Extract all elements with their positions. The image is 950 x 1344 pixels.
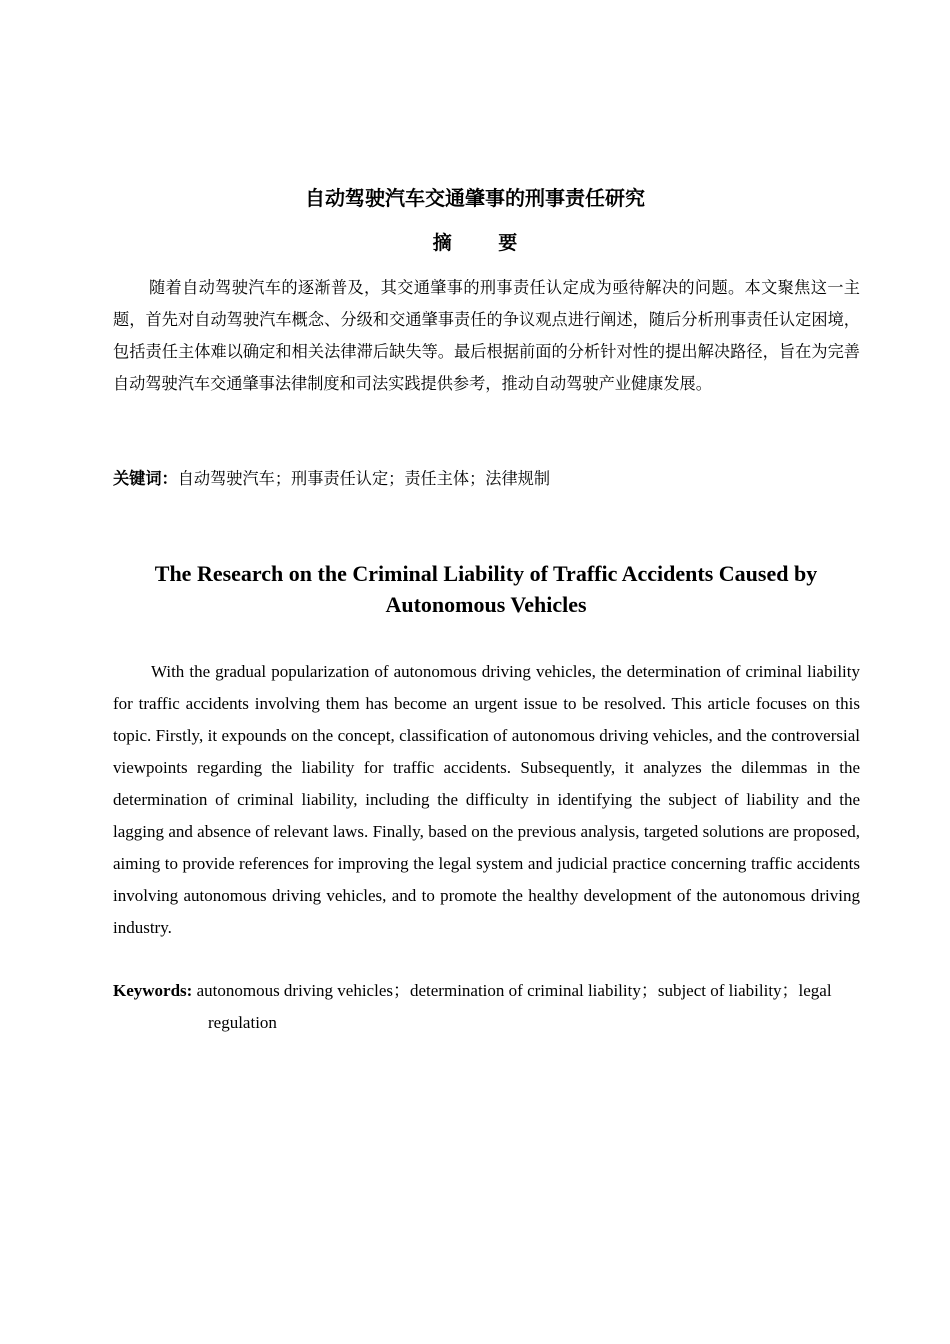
chinese-keywords-label: 关键词： [113,469,178,488]
chinese-keywords [113,464,873,494]
chinese-abstract-heading: 摘 要 [432,232,538,254]
english-keywords-text: autonomous driving vehicles；determination of criminal liability；subject of liability；legal regulation [196,981,832,1032]
english-keywords [113,975,878,1039]
english-keywords-label: Keywords: [113,981,193,1000]
english-title: The Research on the Criminal Liability of Traffic Accidents Caused by Autonomous Vehicles [154,561,818,617]
chinese-keywords-text: 自动驾驶汽车；刑事责任认定；责任主体；法律规制 [177,469,551,488]
chinese-abstract-body: 随着自动驾驶汽车的逐渐普及，其交通肇事的刑事责任认定成为亟待解决的问题。本文聚焦这一主题，首先对自动驾驶汽车概念、分级和交通肇事责任的争议观点进行阐述，随后分析刑事责任认定困境，包括责任主体难以确定和相关法律滞后缺失等。最后根据前面的分析针对性的提出解决路径，旨在为完善自动驾驶汽车交通肇事法律制度和司法实践提供参考，推动自动驾驶产业健康发展。 [113,278,860,393]
english-abstract-body: With the gradual popularization of autonomous driving vehicles, the determination of criminal liability for traffic accidents involving them has become an urgent issue to be resolved. This article focuses on this topic. Firstly, it expounds on the concept, classification of autonomous driving vehicles, and the controversial viewpoints regarding the liability for traffic accidents. Subsequently, it analyzes the dilemmas in the determination of criminal liability, including the difficulty in identifying the subject of liability and the lagging and absence of relevant laws. Finally, based on the previous analysis, targeted solutions are proposed, aiming to provide references for improving the legal system and judicial practice concerning traffic accidents involving autonomous driving vehicles, and to promote the healthy development of the autonomous driving industry. [113,662,860,937]
chinese-title: 自动驾驶汽车交通肇事的刑事责任研究 [305,186,645,210]
